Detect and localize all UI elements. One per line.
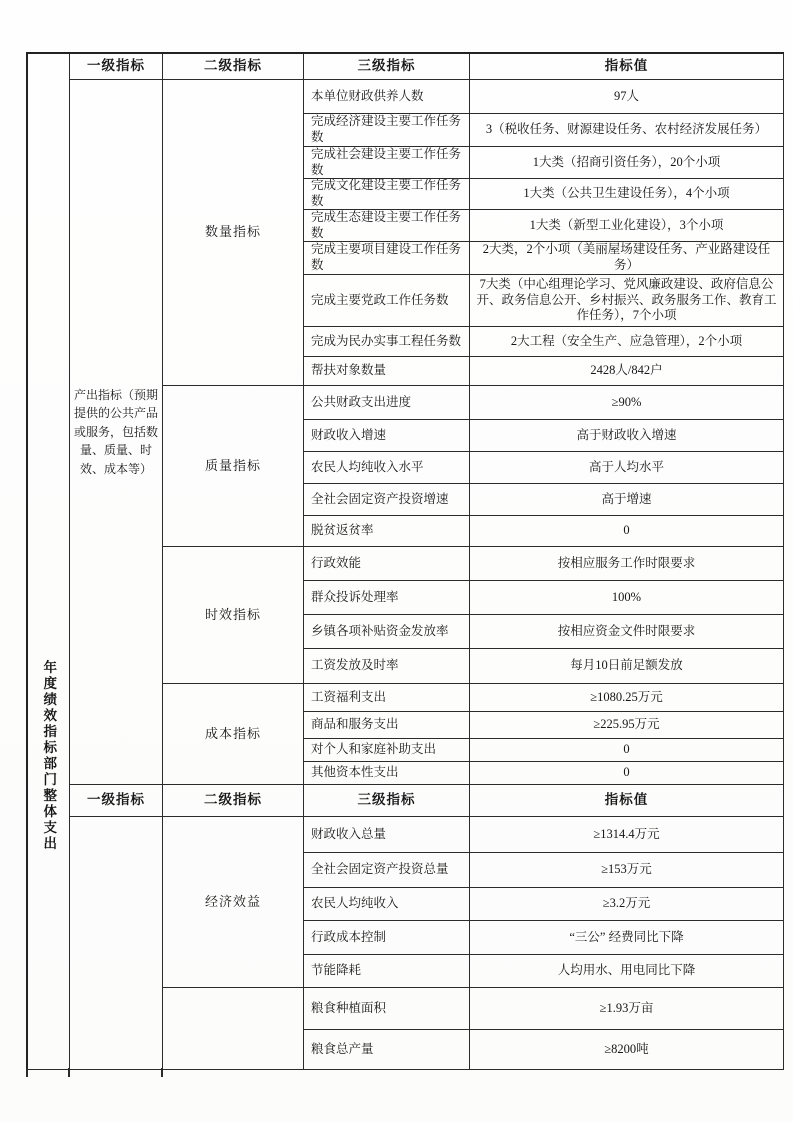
indicator-value-cell: 按相应服务工作时限要求 [470,547,784,581]
indicator-value-cell: 人均用水、用电同比下降 [470,955,784,988]
indicator-name-cell: 工资福利支出 [304,684,470,712]
indicator-value-cell: 1大类（招商引资任务），20个小项 [470,147,784,179]
indicator-name-cell: 群众投诉处理率 [304,581,470,615]
table-side-label-cell [28,54,70,1070]
indicator-value-cell: ≥3.2万元 [470,888,784,921]
indicator-name-cell: 全社会固定资产投资总量 [304,853,470,888]
indicator-name-cell: 本单位财政供养人数 [304,80,470,114]
header-level1: 一级指标 [70,54,163,80]
indicator-name-cell: 工资发放及时率 [304,649,470,684]
indicator-name-cell: 粮食种植面积 [304,988,470,1030]
indicator-value-cell: 1大类（公共卫生建设任务），4个小项 [470,179,784,210]
indicator-value-cell: 2大类，2个小项（美丽屋场建设任务、产业路建设任务） [470,242,784,275]
indicator-name-cell: 财政收入增速 [304,420,470,452]
indicator-name-cell: 完成文化建设主要工作任务数 [304,179,470,210]
indicator-name-cell: 公共财政支出进度 [304,386,470,420]
indicator-table [26,52,784,1070]
header2-level2: 二级指标 [163,785,304,817]
level2-group-cell: 经济效益 [163,817,304,988]
indicator-name-cell: 脱贫返贫率 [304,516,470,547]
indicator-name-cell: 完成主要党政工作任务数 [304,275,470,327]
indicator-value-cell: ≥153万元 [470,853,784,888]
level2-group-cell: 质量指标 [163,386,304,547]
indicator-value-cell: ≥1080.25万元 [470,684,784,712]
indicator-name-cell: 完成主要项目建设工作任务数 [304,242,470,275]
indicator-value-cell: 2大工程（安全生产、应急管理），2个小项 [470,327,784,357]
indicator-value-cell: 2428人/842户 [470,357,784,386]
indicator-name-cell: 财政收入总量 [304,817,470,853]
indicator-value-cell: ≥1314.4万元 [470,817,784,853]
indicator-value-cell: 每月10日前足额发放 [470,649,784,684]
indicator-value-cell: 3（税收任务、财源建设任务、农村经济发展任务） [470,114,784,147]
indicator-value-cell: “三公” 经费同比下降 [470,921,784,955]
cutoff-line-stub [26,1068,28,1077]
level1-output-indicators-cell: 产出指标（预期提供的公共产品或服务，包括数量、质量、时效、成本等） [70,80,163,785]
indicator-value-cell: 按相应资金文件时限要求 [470,615,784,649]
cutoff-line-stub [161,1068,163,1077]
level1-section2-blank-cell [70,817,163,1070]
header-level2: 二级指标 [163,54,304,80]
indicator-value-cell: 97人 [470,80,784,114]
indicator-name-cell: 完成为民办实事工程任务数 [304,327,470,357]
level2-group-cell: 成本指标 [163,684,304,785]
header-level3: 三级指标 [304,54,470,80]
header-value: 指标值 [470,54,784,80]
indicator-value-cell: ≥225.95万元 [470,712,784,739]
indicator-name-cell: 农民人均纯收入 [304,888,470,921]
indicator-name-cell: 其他资本性支出 [304,762,470,785]
level2-group-cell [163,988,304,1070]
indicator-name-cell: 行政成本控制 [304,921,470,955]
indicator-name-cell: 对个人和家庭补助支出 [304,739,470,762]
indicator-name-cell: 农民人均纯收入水平 [304,452,470,484]
indicator-value-cell: 100% [470,581,784,615]
indicator-name-cell: 商品和服务支出 [304,712,470,739]
level2-group-cell: 时效指标 [163,547,304,684]
indicator-value-cell: 高于增速 [470,484,784,516]
indicator-value-cell: ≥8200吨 [470,1030,784,1070]
indicator-value-cell: 1大类（新型工业化建设），3个小项 [470,210,784,242]
indicator-name-cell: 乡镇各项补贴资金发放率 [304,615,470,649]
header2-level1: 一级指标 [70,785,163,817]
indicator-value-cell: 0 [470,739,784,762]
header2-level3: 三级指标 [304,785,470,817]
indicator-name-cell: 帮扶对象数量 [304,357,470,386]
indicator-value-cell: 0 [470,516,784,547]
indicator-value-cell: ≥1.93万亩 [470,988,784,1030]
indicator-name-cell: 节能降耗 [304,955,470,988]
header2-value: 指标值 [470,785,784,817]
side-vertical-label: 年度绩效指标部门整体支出 [41,660,57,852]
indicator-value-cell: 0 [470,762,784,785]
indicator-name-cell: 全社会固定资产投资增速 [304,484,470,516]
level2-group-cell: 数量指标 [163,80,304,386]
indicator-value-cell: 7大类（中心组理论学习、党风廉政建设、政府信息公开、政务信息公开、乡村振兴、政务服务工作、教育工作任务），7个小项 [470,275,784,327]
indicator-value-cell: ≥90% [470,386,784,420]
cutoff-line-stub [68,1068,70,1077]
indicator-name-cell: 完成经济建设主要工作任务数 [304,114,470,147]
indicator-value-cell: 高于人均水平 [470,452,784,484]
indicator-name-cell: 粮食总产量 [304,1030,470,1070]
indicator-name-cell: 完成生态建设主要工作任务数 [304,210,470,242]
indicator-value-cell: 高于财政收入增速 [470,420,784,452]
indicator-name-cell: 完成社会建设主要工作任务数 [304,147,470,179]
indicator-name-cell: 行政效能 [304,547,470,581]
